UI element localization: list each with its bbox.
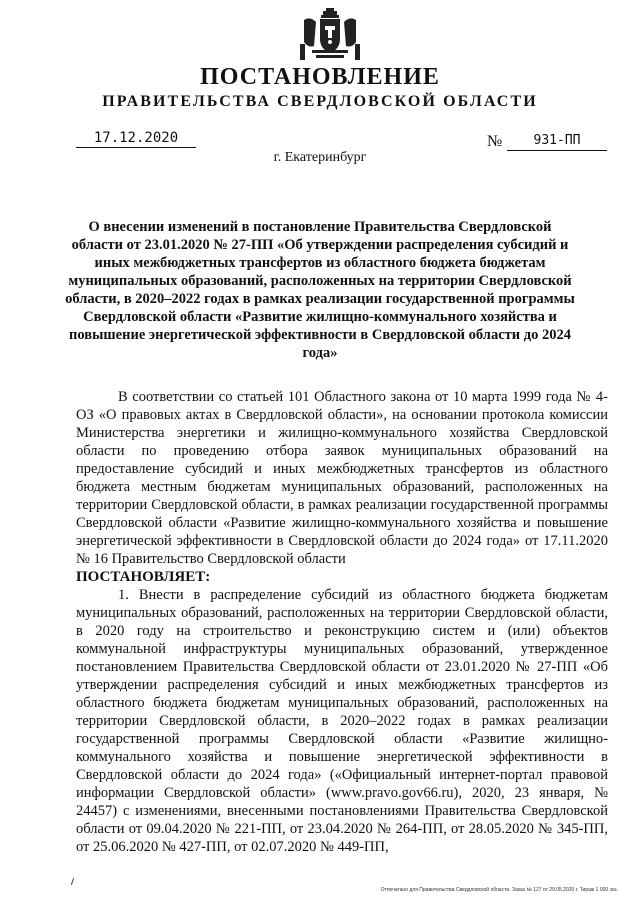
preamble-paragraph: В соответствии со статьей 101 Областного закона от 10 марта 1999 года № 4-ОЗ «О правовых актах в Свердловской области», на основании протокола комиссии Министерства энергетики и жилищно-коммунального хозяйства Свердловской области по проведению отбора заявок муниципальных образований на предоставление субсидий и иных межбюджетных трансфертов из областного бюджета местным бюджетам муниципальных образований, расположенных на территории Свердловской области, в рамках реализации государственной программы Свердловской области «Развитие жилищно-коммунального хозяйства и повышение энергетической эффективности в Свердловской области до 2024 года» от 17.11.2020 № 16 Правительство Свердловской области [76, 389, 608, 567]
document-subtitle: ПРАВИТЕЛЬСТВА СВЕРДЛОВСКОЙ ОБЛАСТИ [102, 93, 538, 110]
document-title: ПОСТАНОВЛЕНИЕ [200, 64, 440, 90]
print-footer: Отпечатано для Правительства Свердловской области. Заказ № 127 от 29.05.2020 г. Тираж 1 000 экз. [380, 887, 618, 893]
document-heading: О внесении изменений в постановление Правительства Свердловской области от 23.01.2020 № 27-ПП «Об утверждении распределения субсидий и иных межбюджетных трансфертов из областного бюджета бюджетам муниципальных образований, расположенных на территории Свердловской области, в 2020–2022 годах в рамках реализации государственной программы Свердловской области «Развитие жилищно-коммунального хозяйства и повышение энергетической эффективности в Свердловской области до 2024 года» [65, 219, 575, 361]
margin-mark [71, 878, 74, 885]
number-label: № [487, 133, 503, 150]
coat-of-arms-icon [298, 6, 362, 62]
item-1-paragraph: 1. Внести в распределение субсидий из областного бюджета бюджетам муниципальных образований, расположенных на территории Свердловской области, в 2020 году на строительство и реконструкцию систем и (или) объектов коммунальной инфраструктуры муниципальных образований, утвержденное постановлением Правительства Свердловской области от 23.01.2020 № 27-ПП «Об утверждении распределения субсидий и иных межбюджетных трансфертов из областного бюджета бюджетам муниципальных образований, расположенных на территории Свердловской области, в 2020–2022 годах в рамках реализации государственной программы Свердловской области «Развитие жилищно-коммунального хозяйства и повышение энергетической эффективности в Свердловской области до 2024 года» («Официальный интернет-портал правовой информации Свердловской области» (www.pravo.gov66.ru), 2020, 23 января, № 24457) с изменениями, внесенными постановлениями Правительства Свердловской области от 09.04.2020 № 221-ПП, от 23.04.2020 № 264-ПП, от 28.05.2020 № 345-ПП, от 25.06.2020 № 427-ПП, от 02.07.2020 № 449-ПП, [76, 587, 608, 855]
document-date: 17.12.2020 [76, 130, 196, 148]
document-number: 931-ПП [507, 133, 607, 151]
document-city: г. Екатеринбург [273, 150, 367, 165]
document-body [76, 388, 608, 856]
decree-word: ПОСТАНОВЛЯЕТ: [76, 569, 211, 585]
